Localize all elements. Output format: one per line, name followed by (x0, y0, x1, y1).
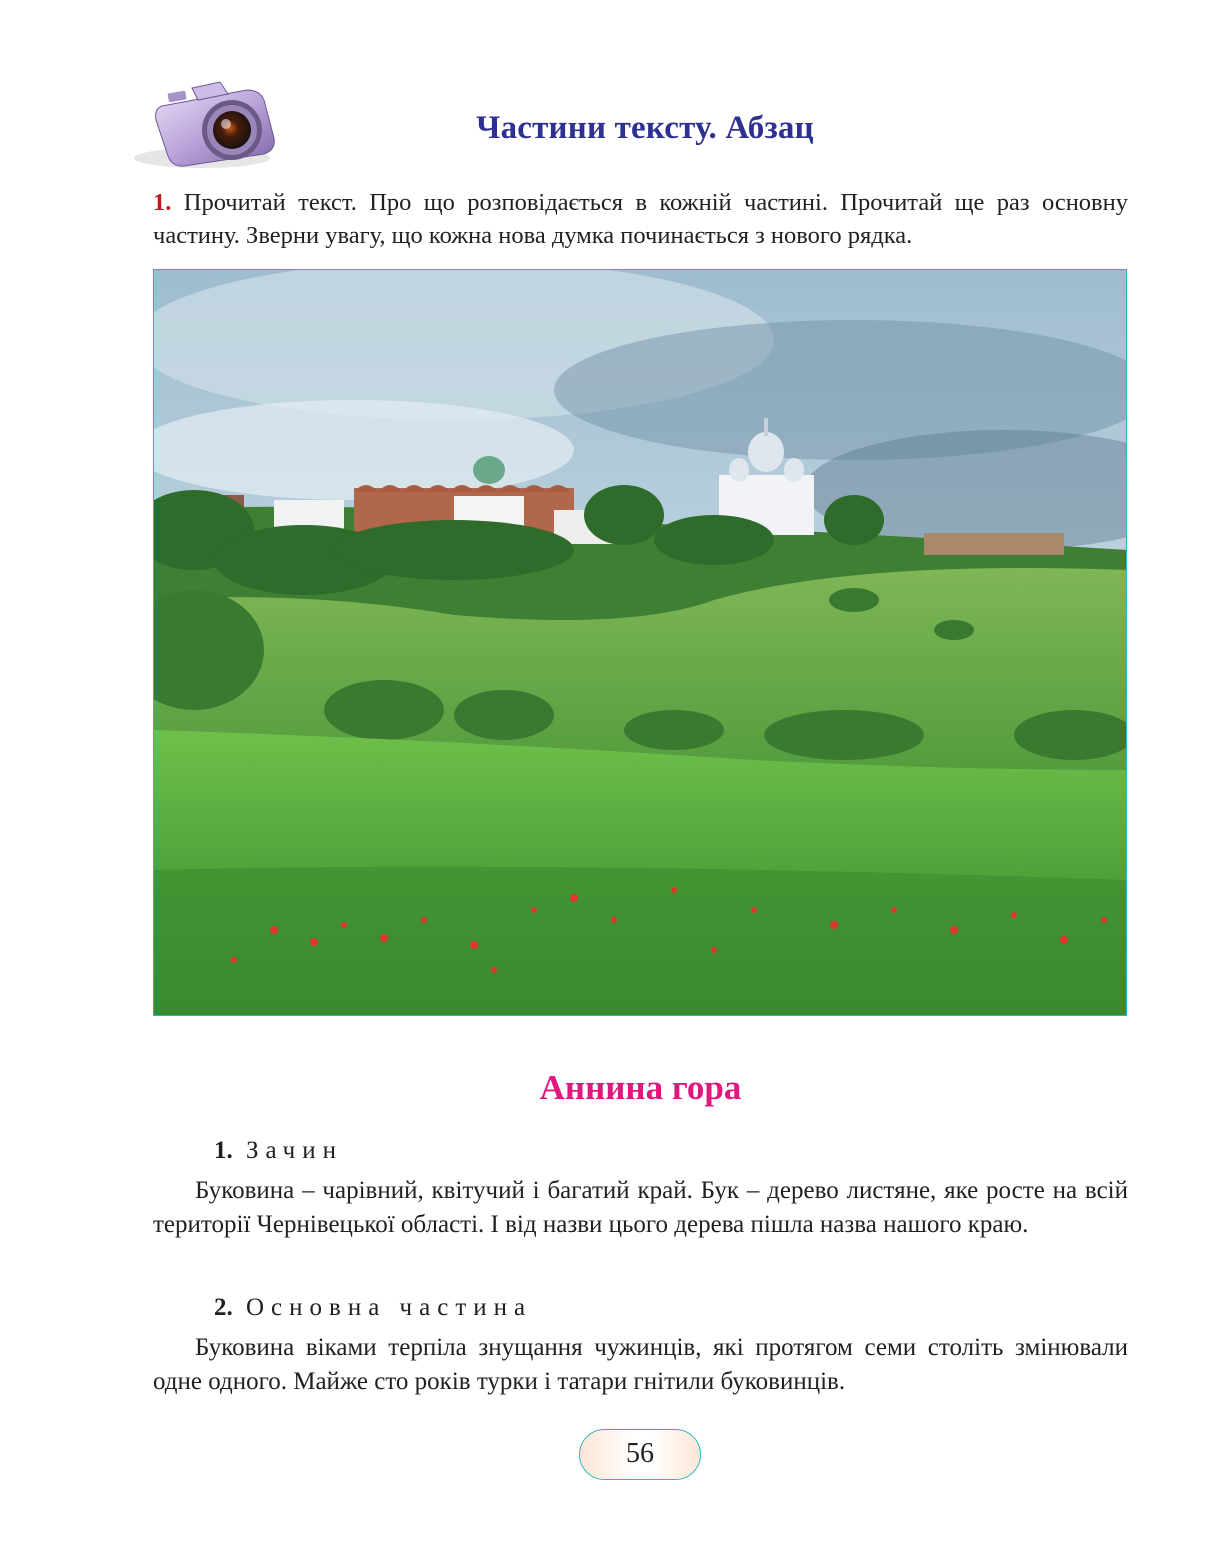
section-paragraph-main: Буковина віками терпіла знущання чужинців, які протягом семи століть змінювали одне одного. Майже сто років турки і татари гнітили буковинців. (153, 1334, 1128, 1395)
task-instruction (153, 186, 1128, 252)
section-heading-text: Основна частина (246, 1294, 533, 1321)
page-number: 56 (579, 1429, 701, 1480)
section-number: 2. (214, 1294, 233, 1321)
page-title: Частини тексту. Абзац (476, 110, 814, 146)
section-paragraph-intro: Буковина – чарівний, квітучий і багатий край. Бук – дерево листяне, яке росте на всій території Чернівецької області. І від назви цього дерева пішла назва нашого краю. (153, 1177, 1128, 1238)
section-heading-intro (214, 1137, 343, 1165)
task-text: Прочитай текст. Про що розповідається в кожній частині. Прочитай ще раз основну частину. Зверни увагу, що кожна нова думка починається з нового рядка. (153, 189, 1128, 249)
section-heading-text: Зачин (246, 1137, 343, 1164)
section-heading-main (214, 1294, 532, 1322)
story-title: Аннина гора (539, 1068, 742, 1107)
section-number: 1. (214, 1137, 233, 1164)
landscape-photo (153, 269, 1127, 1016)
camera-icon (132, 78, 282, 173)
task-number: 1. (153, 189, 172, 216)
